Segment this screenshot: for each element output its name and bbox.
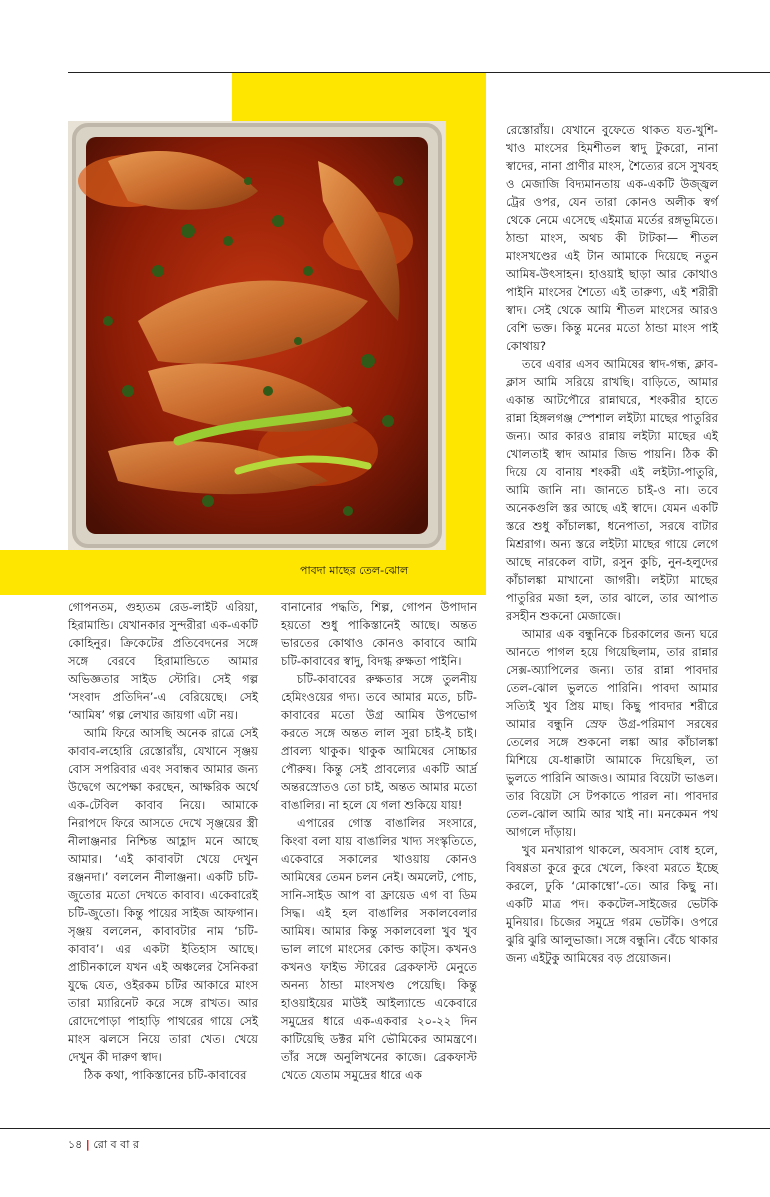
article-column-2	[281, 598, 477, 1084]
folio-separator: |	[85, 1138, 90, 1151]
section-name: রো ব বা র	[93, 1138, 139, 1151]
photo-caption: পাবদা মাছের তেল-ঝোল	[300, 564, 409, 577]
page-footer	[68, 1136, 139, 1155]
caption-band	[0, 550, 486, 595]
article-column-3	[506, 121, 718, 967]
paragraph: ঠিক কথা, পাকিস্তানের চটি-কাবাবের	[84, 1068, 247, 1082]
paragraph: এপারের গোস্ত বাঙালির সংসারে, কিংবা বলা যায় বাঙালির খাদ্য সংস্কৃতিতে, একেবারে সকালের খাওয়ায় কোনও আমিষের তেমন চলন নেই। অমলেট, পোচ, সানি-সাইড আপ বা ফ্রায়েড এগ বা ডিম সিদ্ধ। এই হল বাঙালির সকালবেলার আমিষ। আমার কিন্তু সকালবেলা খুব খুব ভাল লাগে মাংসের কোল্ড কাট্‌স। কখনও কখনও ফাইভ স্টারের ব্রেকফাস্ট মেনুতে অনন্য ঠান্ডা মাংসখণ্ড পেয়েছি। কিন্তু হাওয়াইয়ের মাউই আইল্যান্ডে একেবারে সমুদ্রের ধারে এক-একবার ২০-২২ দিন কাটিয়েছি ডক্টর মণি ভৌমিকের আমন্ত্রণে। তাঁর সঙ্গে অনুলিখনের কাজে। ব্রেকফাস্ট খেতে যেতাম সমুদ্রের ধারে এক	[281, 816, 477, 1082]
bottom-rule	[0, 1128, 770, 1129]
paragraph: বানানোর পদ্ধতি, শিল্প, গোপন উপাদান হয়তো শুধু পাকিস্তানেই আছে। অন্তত ভারতের কোথাও কোনও কাবাবে আমি চটি-কাবাবের স্বাদু, বিদগ্ধ রুক্ষতা পাইনি।	[281, 600, 477, 668]
article-column-1	[68, 598, 258, 1084]
paragraph: তবে এবার এসব আমিষের স্বাদ-গন্ধ, ক্লাব-ক্লাস আমি সরিয়ে রাখছি। বাড়িতে, আমার একান্ত আটপৌরে রান্নাঘরে, শংকরীর হাতে রান্না হিঙ্গলগঞ্জ স্পেশাল লইট্যা মাছের পাতুরির জন্য। আর কারও রান্নায় লইট্যা মাছের এই খোলতাই স্বাদ আমার জিভ পায়নি। ঠিক কী দিয়ে যে বানায় শংকরী এই লইট্যা-পাতুরি, আমি জানি না। জানতে চাই-ও না। তবে অনেকগুলি স্তর আছে এই স্বাদে। যেমন একটি স্তরে শুধু কাঁচালঙ্কা, ধনেপাতা, সরষে বাটার মিশ্ররাগ। অন্য স্তরে লইট্যা মাছের গায়ে লেগে আছে নারকেল বাটা, রসুন কুচি, নুন-হলুদের কাঁচালঙ্কা মাখানো জাগরী। লইট্যা মাছের পাতুরির মজা হল, তার ঝালে, তার আপাত রসহীন শুকনো মেজাজে।	[506, 357, 718, 623]
page-number: ১৪	[68, 1138, 83, 1151]
paragraph: রেস্তোরাঁয়। যেখানে বুফেতে থাকত যত-খুশি-খাও মাংসের হিমশীতল স্বাদু টুকরো, নানা স্বাদের, নানা প্রাণীর মাংস, শৈত্যের রসে সুখবহ ও মেজাজি বিদ্যমানতায় এক-একটি উজ্জ্বল ট্রের ওপর, যেন তারা কোনও অলীক স্বর্গ থেকে নেমে এসেছে এইমাত্র মর্তের রঙ্গভূমিতে। ঠান্ডা মাংস, অথচ কী টাটকা— শীতল মাংসখণ্ডের এই টান আমাকে দিয়েছে নতুন আমিষ-উৎসাহন। হাওয়াই ছাড়া আর কোথাও পাইনি মাংসের শৈত্যে এই তারুণ্য, এই শরীরী স্বাদ। সেই থেকে আমি শীতল মাংসের আরও বেশি ভক্ত। কিন্তু মনের মতো ঠান্ডা মাংস পাই কোথায়?	[506, 123, 718, 353]
pabda-curry-photo	[68, 121, 446, 550]
paragraph: গোপনতম, গুহ্যতম রেড-লাইট এরিয়া, হিরামান্ডি। যেখানকার সুন্দরীরা এক-একটি কোহিনুর। ক্রিকেটের প্রতিবেদনের সঙ্গে সঙ্গে বেরবে হিরামান্ডিতে আমার অভিজ্ঞতার সাইড স্টোরি। সেই গল্প ‘সংবাদ প্রতিদিন’-এ বেরিয়েছে। সেই ‘আমিষ’ গল্প লেখার জায়গা এটা নয়।	[68, 600, 258, 722]
paragraph: আমার এক বন্ধুনিকে চিরকালের জন্য ঘরে আনতে পাগল হয়ে গিয়েছিলাম, তার রান্নার সেক্স-অ্যাপিলের জন্য। তার রান্না পাবদার তেল-ঝোল ভুলতে পারিনি। পাবদা আমার সত্যিই খুব প্রিয় মাছ। কিছু পাবদার শরীরে আমার বন্ধুনি স্রেফ উগ্র-পরিমাণ সরষের তেলের সঙ্গে শুকনো লঙ্কা আর কাঁচালঙ্কা মিশিয়ে যে-ধাক্কাটা আমাকে দিয়েছিল, তা ভুলতে পারিনি আজও। আমার বিয়েটা ভাঙল। তার বিয়েটা সে টপকাতে পারল না। পাবদার তেল-ঝোল আমি আর খাই না। মনকেমন পথ আগলে দাঁড়ায়।	[506, 627, 718, 839]
paragraph: চটি-কাবাবের রুক্ষতার সঙ্গে তুলনীয় হেমিংওয়ের গদ্য। তবে আমার মতে, চটি-কাবাবের মতো উগ্র আমিষ উপভোগ করতে সঙ্গে অন্তত লাল সুরা চাই-ই চাই। প্রাবল্য থাকুক। থাকুক আমিষের সোচ্চার পৌরুষ। কিন্তু সেই প্রাবল্যের একটি আর্দ্র অন্তরস্রোতও তো চাই, অন্তত আমার মতো বাঙালির। না হলে যে গলা শুকিয়ে যায়!	[281, 672, 477, 812]
paragraph: আমি ফিরে আসছি অনেক রাত্রে সেই কাবাব-লহোরি রেস্তোরাঁয়, যেখানে সৃঞ্জয় বোস সপরিবার এবং সবান্ধব আমার জন্য উদ্বেগে অপেক্ষা করছেন, আক্ষরিক অর্থে এক-টেবিল কাবাব নিয়ে। আমাকে নিরাপদে ফিরে আসতে দেখে সৃঞ্জয়ের স্ত্রী নীলাঞ্জনার নিশ্চিন্ত আহ্লাদ মনে আছে আমার। ‘এই কাবাবটা খেয়ে দেখুন রঞ্জনদা।’ বললেন নীলাঞ্জনা। একটি চটি-জুতোর মতো দেখতে কাবাব। একেবারেই চটি-জুতো। কিন্তু পায়ের সাইজ আফগান। সৃঞ্জয় বললেন, কাবাবটার নাম ‘চটি-কাবাব’। এর একটা ইতিহাস আছে। প্রাচীনকালে যখন এই অঞ্চলের সৈনিকরা যুদ্ধে যেত, ওইরকম চটির আকারে মাংস তারা ম্যারিনেট করে সঙ্গে রাখত। আর রোদেপোড়া পাহাড়ি পাথরের গায়ে সেই মাংস ঝলসে নিয়ে তারা খেত। খেয়ে দেখুন কী দারুণ স্বাদ।	[68, 726, 258, 1064]
paragraph: খুব মনখারাপ থাকলে, অবসাদ বোধ হলে, বিষণ্ণতা কুরে কুরে খেলে, কিংবা মরতে ইচ্ছে করলে, ঢুকি ‘মোকাম্বো’-তে। আর কিছু না। একটি মাত্র পদ। ককটেল-সাইজের ভেটকি মুনিয়ার। চিজের সমুদ্রে গরম ভেটকি। ওপরে ঝুরি ঝুরি আলুভাজা। সঙ্গে বন্ধুনি। বেঁচে থাকার জন্য এইটুকু আমিষের বড় প্রয়োজন।	[506, 843, 718, 965]
yellow-accent-side	[446, 73, 486, 595]
